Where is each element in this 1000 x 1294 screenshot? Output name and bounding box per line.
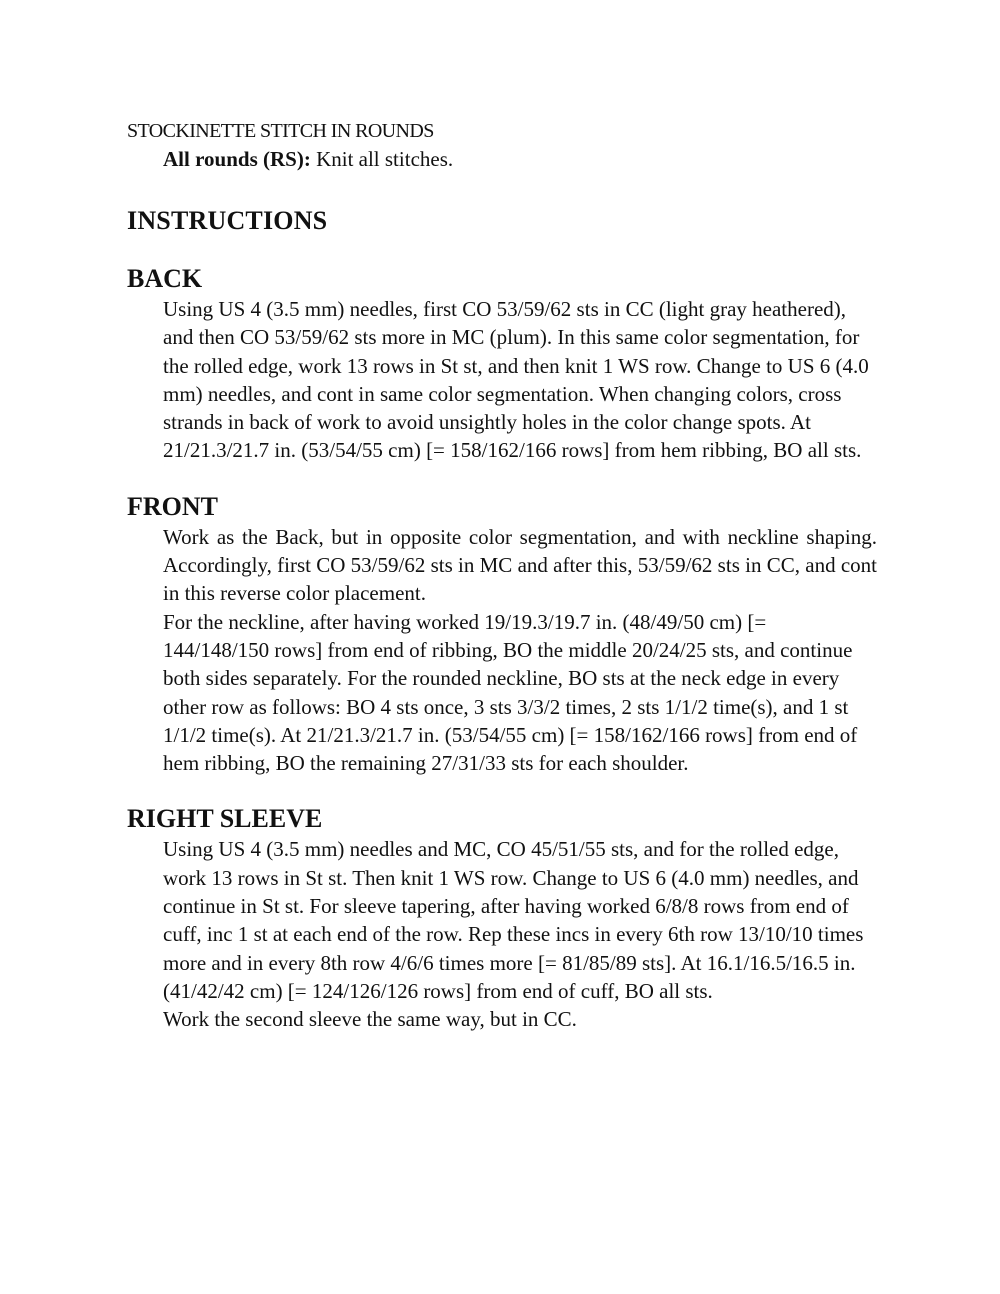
- front-paragraph-2: For the neckline, after having worked 19/19.3/19.7 in. (48/49/50 cm) [= 144/148/150 rows] from end of ribbing, BO the middle 20/24/25 sts, and continue both sides separately. For the rounded neckline, BO sts at the neck edge in every other row as follows: BO 4 sts once, 3 sts 3/3/2 times, 2 sts 1/1/2 time(s), and 1 st 1/1/2 time(s). At 21/21.3/21.7 in. (53/54/55 cm) [= 158/162/166 rows] from end of hem ribbing, BO the remaining 27/31/33 sts for each shoulder.: [163, 609, 858, 776]
- stitch-pattern-instruction: [163, 145, 877, 173]
- front-paragraph-1: Work as the Back, but in opposite color segmentation, and with neckline shaping. Accordingly, first CO 53/59/62 sts in MC and after this, 53/59/62 sts in CC, and cont in this reverse color placement.: [163, 524, 877, 606]
- right-sleeve-heading: RIGHT SLEEVE: [127, 804, 323, 834]
- back-paragraph: Using US 4 (3.5 mm) needles, first CO 53/59/62 sts in CC (light gray heathered), and then CO 53/59/62 sts more in MC (plum). In this same color segmentation, for the rolled edge, work 13 rows in St st, and then knit 1 WS row. Change to US 6 (4.0 mm) needles, and cont in same color segmentation. When changing colors, cross strands in back of work to avoid unsightly holes in the color change spots. At 21/21.3/21.7 in. (53/54/55 cm) [= 158/162/166 rows] from hem ribbing, BO all sts.: [163, 297, 869, 463]
- stitch-pattern-title: STOCKINETTE STITCH IN ROUNDS: [127, 120, 434, 142]
- right-sleeve-paragraph-2: Work the second sleeve the same way, but in CC.: [163, 1007, 577, 1032]
- stitch-round-label: All rounds (RS):: [163, 147, 311, 171]
- right-sleeve-paragraph-1: Using US 4 (3.5 mm) needles and MC, CO 45/51/55 sts, and for the rolled edge, work 13 rows in St st. Then knit 1 WS row. Change to US 6 (4.0 mm) needles, and continue in St st. For sleeve tapering, after having worked 6/8/8 rows from end of cuff, inc 1 st at each end of the row. Rep these incs in every 6th row 13/10/10 times more and in every 8th row 4/6/6 times more [= 81/85/89 sts]. At 16.1/16.5/16.5 in. (41/42/42 cm) [= 124/126/126 rows] from end of cuff, BO all sts.: [163, 837, 864, 1003]
- document-page: [127, 117, 877, 1034]
- back-heading: BACK: [127, 264, 203, 293]
- stitch-round-text: Knit all stitches.: [310, 147, 454, 171]
- instructions-heading: INSTRUCTIONS: [127, 206, 328, 235]
- front-heading: FRONT: [127, 491, 218, 521]
